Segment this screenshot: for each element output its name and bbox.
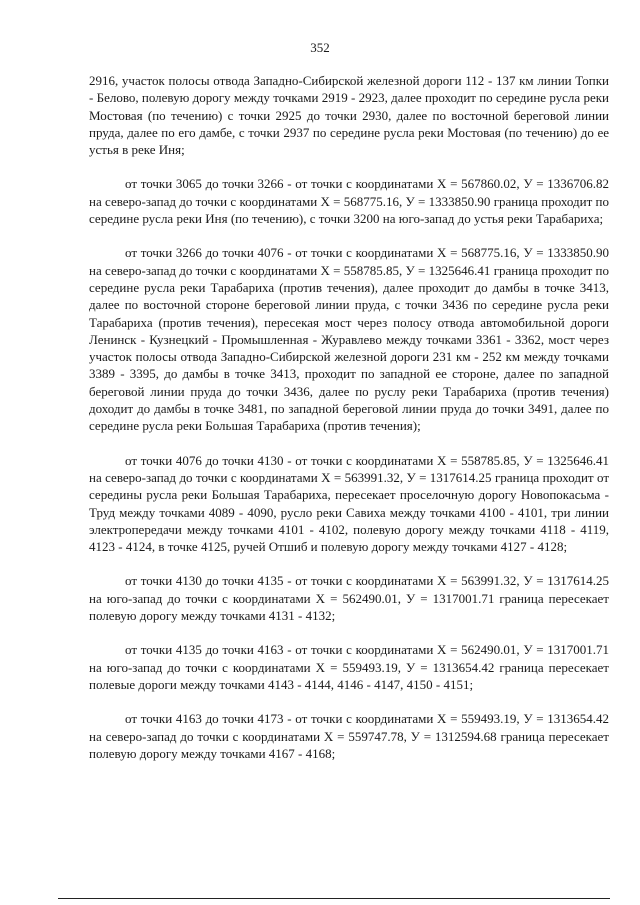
paragraph-3: от точки 3266 до точки 4076 - от точки с координатами Х = 568775.16, У = 1333850.90 на северо-запад до точки с координатами Х = 558785.85, У = 1325646.41 граница проходит по середине русла реки Тарабариха (против течения), далее проходит до дамбы в точке 3413, далее по восточной стороне береговой линии пруда, с точки 3436 по середине русла реки Тарабариха (против течения), пересекая мост через полосу отвода автомобильной дороги Ленинск - Кузнецкий - Промышленная - Журавлево между точками 3361 - 3362, мост через участок полосы отвода Западно-Сибирской железной дороги 231 км - 252 км между точками 3389 - 3395, до дамбы в точке 3413, проходит по западной ее стороне, далее по западной береговой линии пруда до точки 3436, далее по руслу реки Тарабариха (против течения) доходит до дамбы в точке 3481, по западной береговой линии пруда до точки 3491, далее по середине русла реки Большая Тарабариха (против течения); <box>89 245 609 434</box>
paragraph-5: от точки 4130 до точки 4135 - от точки с координатами Х = 563991.32, У = 1317614.25 на юго-запад до точки с координатами Х = 562490.01, У = 1317001.71 граница пересекает полевую дорогу между точками 4131 - 4132; <box>89 573 609 624</box>
paragraph-1: 2916, участок полосы отвода Западно-Сибирской железной дороги 112 - 137 км линии Топки - Белово, полевую дорогу между точками 2919 - 2923, далее проходит по середине русла реки Мостовая (по течению) с точки 2925 до точки 2930, далее по восточной береговой линии пруда, далее по его дамбе, с точки 2937 по середине русла реки Мостовая (по течению) до ее устья в реке Иня; <box>89 73 609 158</box>
paragraph-6: от точки 4135 до точки 4163 - от точки с координатами Х = 562490.01, У = 1317001.71 на юго-запад до точки с координатами Х = 559493.19, У = 1313654.42 граница пересекает полевые дороги между точками 4143 - 4144, 4146 - 4147, 4150 - 4151; <box>89 642 609 692</box>
footer-rule <box>58 898 610 899</box>
paragraph-7: от точки 4163 до точки 4173 - от точки с координатами Х = 559493.19, У = 1313654.42 на северо-запад до точки с координатами Х = 559747.78, У = 1312594.68 граница пересекает полевую дорогу между точками 4167 - 4168; <box>89 711 609 761</box>
page-number: 352 <box>310 40 330 55</box>
paragraph-4: от точки 4076 до точки 4130 - от точки с координатами Х = 558785.85, У = 1325646.41 на северо-запад до точки с координатами Х = 563991.32, У = 1317614.25 граница проходит от середины русла реки Большая Тарабариха, пересекает проселочную дорогу Новопокасьма - Труд между точками 4089 - 4090, русло реки Савиха между точками 4100 - 4101, три линии электропередачи между точками 4101 - 4102, полевую дорогу между точками 4118 - 4119, 4123 - 4124, в точке 4125, ручей Отшиб и полевую дорогу между точками 4127 - 4128; <box>89 452 609 555</box>
paragraph-2: от точки 3065 до точки 3266 - от точки с координатами Х = 567860.02, У = 1336706.82 на северо-запад до точки с координатами Х = 568775.16, У = 1333850.90 граница проходит по середине русла реки Иня (по течению), с точки 3200 на юго-запад до устья реки Тарабариха; <box>89 176 609 227</box>
document-body <box>89 72 609 762</box>
